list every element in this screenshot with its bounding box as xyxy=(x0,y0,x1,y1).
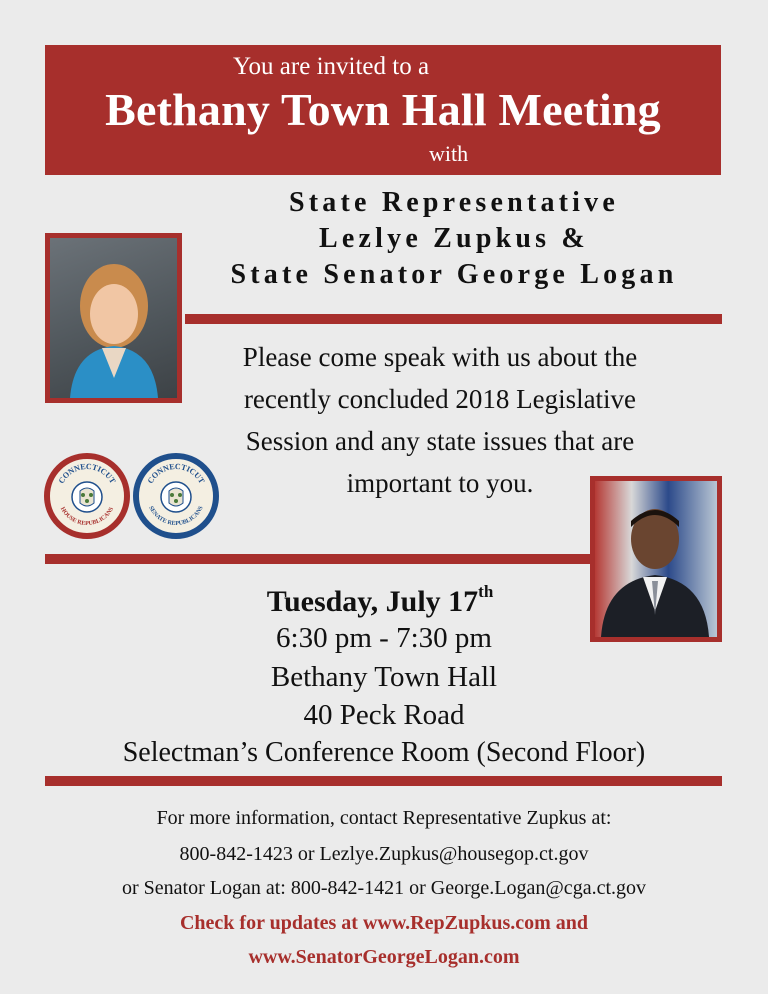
senate-seal-top-text: CONNECTICUT xyxy=(145,461,207,486)
house-seal-bottom-text: HOUSE REPUBLICANS xyxy=(58,506,116,528)
header-banner xyxy=(45,45,721,175)
host-name-line: Lezlye Zupkus & xyxy=(319,223,589,254)
house-seal-top-text: CONNECTICUT xyxy=(56,461,118,486)
event-address: 40 Peck Road xyxy=(303,699,465,731)
divider-top xyxy=(185,314,722,324)
invitation-line: Please come speak with us about the xyxy=(242,342,638,372)
website-line: www.SenatorGeorgeLogan.com xyxy=(248,946,520,968)
host-title-line: State Representative xyxy=(289,187,619,218)
invited-line: You are invited to a xyxy=(233,53,430,80)
senator-name-line: State Senator George Logan xyxy=(230,259,678,290)
contact-line: or Senator Logan at: 800-842-1421 or George.Logan@cga.ct.gov xyxy=(121,877,646,899)
invitation-line: recently concluded 2018 Legislative xyxy=(243,384,637,414)
event-date xyxy=(0,582,760,619)
updates-line: Check for updates at www.RepZupkus.com and xyxy=(179,912,589,934)
senate-republicans-seal xyxy=(133,453,219,539)
event-time: 6:30 pm - 7:30 pm xyxy=(276,622,492,654)
divider-middle xyxy=(45,554,590,564)
invitation-line: Session and any state issues that are xyxy=(245,426,635,456)
representative-portrait-image xyxy=(50,238,177,398)
meeting-title: Bethany Town Hall Meeting xyxy=(105,84,661,135)
event-room: Selectman’s Conference Room (Second Floor) xyxy=(122,737,646,768)
divider-bottom xyxy=(45,776,722,786)
event-venue: Bethany Town Hall xyxy=(270,661,498,693)
representative-photo xyxy=(45,233,182,403)
contact-line: For more information, contact Representative Zupkus at: xyxy=(156,807,612,829)
event-date-suffix: th xyxy=(478,582,494,601)
event-date-text: Tuesday, July 17 xyxy=(266,585,479,618)
house-republicans-seal xyxy=(44,453,130,539)
senate-seal-bottom-text: SENATE REPUBLICANS xyxy=(147,505,205,528)
with-line: with xyxy=(429,141,469,166)
contact-line: 800-842-1423 or Lezlye.Zupkus@housegop.ct.gov xyxy=(179,843,589,865)
invitation-line: important to you. xyxy=(346,468,534,498)
invitation-text xyxy=(190,336,690,504)
